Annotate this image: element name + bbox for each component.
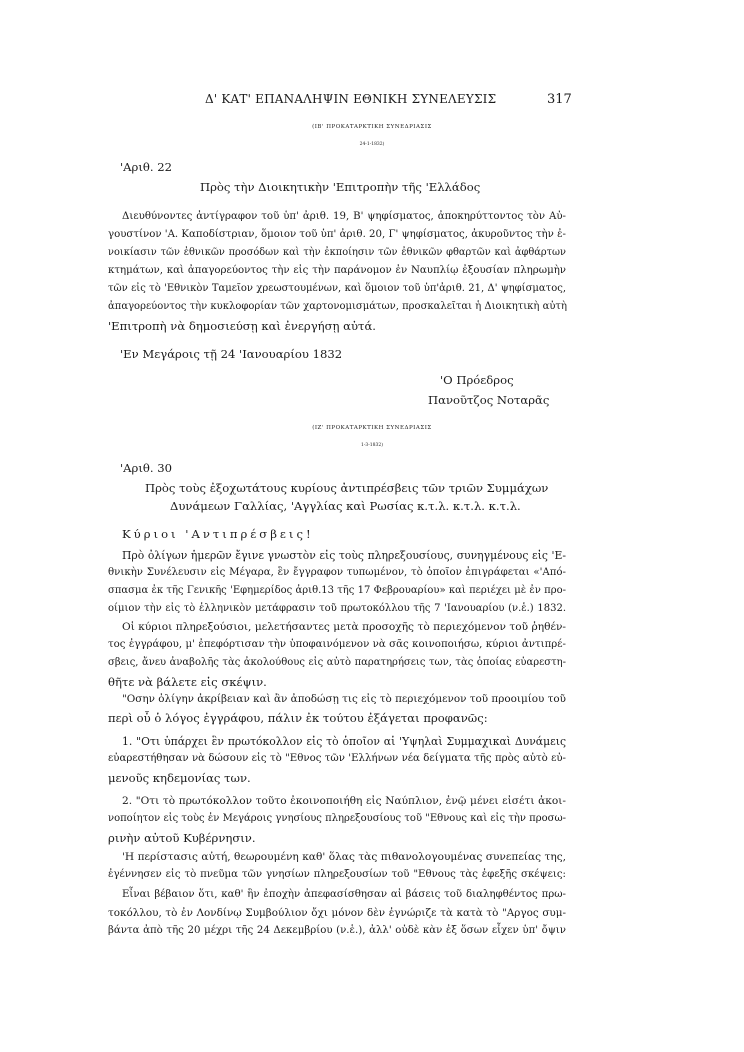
signature-title: 'Ο Πρόεδρος [440, 373, 514, 387]
section1-recipient: Πρὸς τὴν Διοικητικὴν 'Επιτροπὴν τῆς 'Ελλάδος [200, 180, 481, 194]
section2-heading: (ΙΖ' ΠΡΟΚΑΤΑΡΚΤΙΚΗ ΣΥΝΕΔΡΙΑΣΙΣ [312, 425, 432, 431]
section2-date: 1-3-1832) [361, 443, 383, 448]
section2-number: 'Αριθ. 30 [120, 461, 173, 475]
section1-text-line: νοικίασιν τῶν ἐθνικῶν προσόδων καὶ τὴν ἐκποίησιν τῶν ἐθνικῶν φθαρτῶν καὶ ἀφθάρτων [108, 247, 566, 258]
section1-text-line: Διευθύνοντες ἀντίγραφον τοῦ ὑπ' ἀριθ. 19, Β' ψηφίσματος, ἀποκηρύττοντος τὸν Αὐ- [122, 211, 566, 222]
section1-text-line: κτημάτων, καὶ ἀπαγορεύοντος τὴν εἰς τὴν παράνομον ἐν Ναυπλίῳ ἐξουσίαν πληρωμὴν [108, 265, 566, 276]
section2-text-line: ἐγέννησεν εἰς τὸ πνεῦμα τῶν γνησίων πληρεξουσίων τοῦ "Εθνους τὰς ἐφεξῆς σκέψεις: [108, 869, 566, 880]
section2-text-line: μενοῦς κηδεμονίας των. [108, 771, 251, 785]
section1-heading: (ΙΒ' ΠΡΟΚΑΤΑΡΚΤΙΚΗ ΣΥΝΕΔΡΙΑΣΙΣ [312, 124, 432, 130]
section2-text-line: βάντα ἀπὸ τῆς 20 μέχρι τῆς 24 Δεκεμβρίου (ν.ἑ.), ἀλλ' οὐδὲ κὰν ἐξ ὅσων εἶχεν ὑπ' ὄψιν [108, 925, 566, 936]
section2-recipient-line2: Δυνάμεων Γαλλίας, 'Αγγλίας καὶ Ρωσίας κ.τ.λ. κ.τ.λ. κ.τ.λ. [170, 499, 521, 513]
section2-text-line: περὶ οὗ ὁ λόγος ἐγγράφου, πάλιν ἐκ τούτου ἐξάγεται προφανῶς: [108, 711, 488, 725]
section2-text-line: σβεις, ἄνευ ἀναβολῆς τὰς ἀκολούθους εἰς αὐτὸ παρατηρήσεις των, τὰς ὁποίας εὐαρεστη- [108, 657, 566, 668]
section2-text-line: Πρὸ ὀλίγων ἡμερῶν ἔγινε γνωστὸν εἰς τοὺς πληρεξουσίους, συνηγμένους εἰς 'Ε- [122, 549, 566, 562]
section1-place-date: 'Εν Μεγάροις τῇ 24 'Ιανουαρίου 1832 [120, 347, 343, 361]
section1-number: 'Αριθ. 22 [120, 160, 173, 174]
section1-text-line: 'Επιτροπὴ νὰ δημοσιεύσῃ καὶ ἐνεργήσῃ αὐτά. [108, 319, 376, 333]
page-number: 317 [547, 92, 572, 107]
running-header-title: Δ' ΚΑΤ' ΕΠΑΝΑΛΗΨΙΝ ΕΘΝΙΚΗ ΣΥΝΕΛΕΥΣΙΣ [205, 92, 497, 106]
section2-text-line: οίμιον τὴν εἰς τὸ ἑλληνικὸν μετάφρασιν τοῦ πρωτοκόλλου τῆς 7 'Ιανουαρίου (ν.ἑ.) 1832. [108, 603, 566, 614]
section2-text-line: νοποίητον εἰς τοὺς ἐν Μεγάροις γνησίους πληρεξουσίους τοῦ "Εθνους καὶ εἰς τὴν προσω- [108, 813, 566, 824]
section2-text-line: τος ἐγγράφου, μ' ἐπεφόρτισαν τὴν ὑποφαινόμενον νὰ σᾶς κοινοποιήσω, κύριοι ἀντιπρέ- [108, 639, 566, 650]
section2-text-line: "Οσην ὀλίγην ἀκρίβειαν καὶ ἂν ἀποδώσῃ τις εἰς τὸ περιεχόμενον τοῦ προοιμίου τοῦ [122, 693, 566, 705]
section1-text-line: γουστίνον 'Α. Καποδίστριαν, ὅμοιον τοῦ ὑπ' ἀριθ. 20, Γ' ψηφίσματος, ἀκυροῦντος τὴν ἐ- [108, 229, 566, 240]
section2-text-line: Οἱ κύριοι πληρεξούσιοι, μελετήσαντες μετὰ προσοχῆς τὸ περιεχόμενον τοῦ ῥηθέν- [122, 621, 566, 633]
section2-text-line: 1. "Οτι ὑπάρχει ἓν πρωτόκολλον εἰς τὸ ὁποῖον αἱ 'Υψηλαὶ Συμμαχικαὶ Δυνάμεις [122, 735, 566, 748]
section2-text-line: σπασμα ἐκ τῆς Γενικῆς 'Εφημερίδος ἀριθ.13 τῆς 17 Φεβρουαρίου» καὶ περιέχει μὲ ἐν προ- [108, 585, 566, 596]
section2-text-line: 2. "Οτι τὸ πρωτόκολλον τοῦτο ἐκοινοποιήθη εἰς Ναύπλιον, ἐνῷ μένει εἰσέτι ἀκοι- [122, 795, 566, 807]
section2-text-line: θνικὴν Συνέλευσιν εἰς Μέγαρα, ἓν ἔγγραφον τυπωμένον, τὸ ὁποῖον ἐπιγράφεται «'Από- [108, 567, 566, 578]
section2-text-line: ρινὴν αὐτοῦ Κυβέρνησιν. [108, 831, 256, 845]
section2-text-line: θῆτε νὰ βάλετε εἰς σκέψιν. [108, 675, 267, 689]
signature-name: Πανοῦτζος Νοταρᾶς [428, 393, 550, 407]
section2-text-line: 'Η περίστασις αὐτή, θεωρουμένη καθ' ὅλας τὰς πιθανολογουμένας συνεπείας της, [122, 851, 566, 863]
section2-text-line: εὐαρεστήθησαν νὰ δώσουν εἰς τὸ "Εθνος τῶν 'Ελλήνων νέα δείγματα τῆς πρὸς αὐτὸ εὐ- [108, 753, 566, 764]
section2-text-line: τοκόλλου, τὸ ἐν Λονδίνῳ Συμβούλιον ὄχι μόνον δὲν ἐγνώριζε τὰ κατὰ τὸ "Αργος συμ- [108, 907, 566, 919]
section1-text-line: τῶν εἰς τὸ 'Εθνικὸν Ταμεῖον χρεωστουμένων, καὶ ὅμοιον τοῦ ὑπ'ἀριθ. 21, Δ' ψηφίσματος, [108, 283, 566, 294]
section1-date: 24-1-1832) [359, 142, 385, 147]
salutation: Κύριοι 'Αντιπρέσβεις! [122, 527, 314, 541]
section2-text-line: Εἶναι βέβαιον ὅτι, καθ' ἣν ἐποχὴν ἀπεφασίσθησαν αἱ βάσεις τοῦ διαληφθέντος πρω- [122, 889, 566, 900]
section2-recipient-line1: Πρὸς τοὺς ἐξοχωτάτους κυρίους ἀντιπρέσβεις τῶν τριῶν Συμμάχων [145, 481, 549, 495]
section1-text-line: ἀπαγορεύοντος τὴν κυκλοφορίαν τῶν χαρτονομισμάτων, προσκαλεῖται ἡ Διοικητικὴ αὐτὴ [108, 301, 567, 312]
